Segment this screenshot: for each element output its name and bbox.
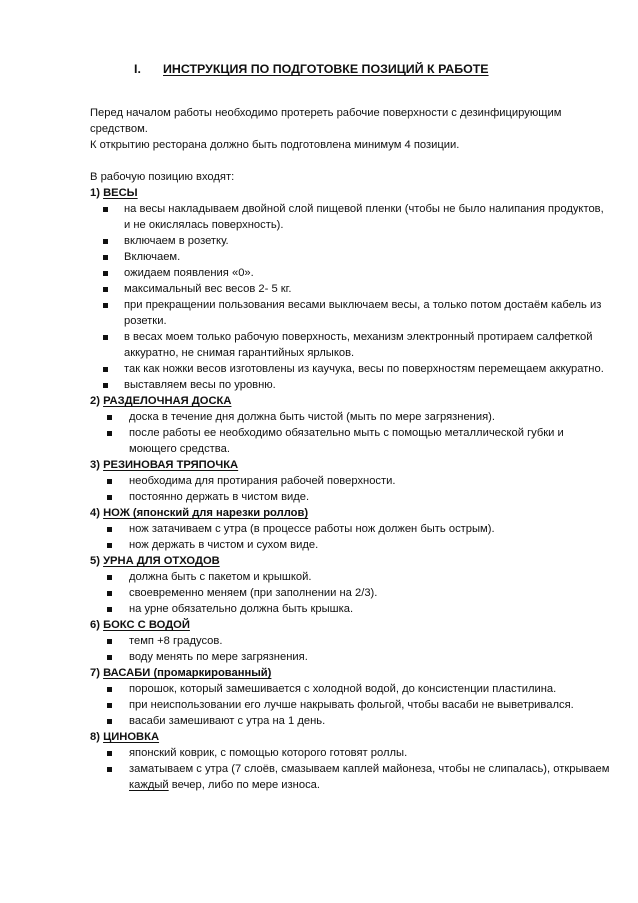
section-list-rubber-cloth: [90, 473, 610, 505]
square-bullet-icon: [107, 543, 112, 548]
section-heading-waste-bin: [90, 553, 610, 569]
square-bullet-icon: [107, 415, 112, 420]
title-number: I.: [134, 62, 141, 76]
section-number: 5): [90, 555, 100, 567]
square-bullet-icon: [107, 719, 112, 724]
section-title: РАЗДЕЛОЧНАЯ ДОСКА: [103, 395, 232, 407]
square-bullet-icon: [107, 479, 112, 484]
list-item: в весах моем только рабочую поверхность, механизм электронный протираем салфеткой аккуратно, не снимая гарантийных ярлыков.: [90, 329, 610, 361]
list-item: Включаем.: [90, 249, 610, 265]
section-list-wasabi: [90, 681, 610, 729]
section-heading-wasabi: [90, 665, 610, 681]
list-item: ожидаем появления «0».: [90, 265, 610, 281]
intro-paragraph: Перед началом работы необходимо протереть рабочие поверхности с дезинфицирующим средством.: [90, 107, 562, 135]
list-item: на весы накладываем двойной слой пищевой пленки (чтобы не было налипания продуктов, и не окислялась поверхность).: [90, 201, 610, 233]
square-bullet-icon: [107, 639, 112, 644]
document-body: [90, 105, 610, 793]
square-bullet-icon: [103, 271, 108, 276]
list-item: порошок, который замешивается с холодной водой, до консистенции пластилина.: [90, 681, 610, 697]
section-heading-cutting-board: [90, 393, 610, 409]
list-item: включаем в розетку.: [90, 233, 610, 249]
square-bullet-icon: [107, 703, 112, 708]
square-bullet-icon: [107, 767, 112, 772]
section-number: 1): [90, 187, 100, 199]
section-title: ЦИНОВКА: [103, 731, 160, 743]
list-item: максимальный вес весов 2- 5 кг.: [90, 281, 610, 297]
square-bullet-icon: [107, 607, 112, 612]
list-item: своевременно меняем (при заполнении на 2/3).: [90, 585, 610, 601]
section-number: 7): [90, 667, 100, 679]
square-bullet-icon: [107, 655, 112, 660]
square-bullet-icon: [103, 383, 108, 388]
list-item: нож держать в чистом и сухом виде.: [90, 537, 610, 553]
list-item: при неиспользовании его лучше накрывать фольгой, чтобы васаби не выветривался.: [90, 697, 610, 713]
section-number: 2): [90, 395, 100, 407]
square-bullet-icon: [107, 687, 112, 692]
list-item: заматываем с утра (7 слоёв, смазываем каплей майонеза, чтобы не слипалась), открываем каждый вечер, либо по мере износа.: [90, 761, 610, 793]
list-item: воду менять по мере загрязнения.: [90, 649, 610, 665]
section-heading-water-box: [90, 617, 610, 633]
section-title: БОКС С ВОДОЙ: [103, 619, 190, 631]
intro-paragraph: К открытию ресторана должно быть подготовлена минимум 4 позиции.: [90, 139, 460, 151]
square-bullet-icon: [103, 239, 108, 244]
section-list-knife: [90, 521, 610, 553]
list-item: васаби замешивают с утра на 1 день.: [90, 713, 610, 729]
section-title: РЕЗИНОВАЯ ТРЯПОЧКА: [103, 459, 239, 471]
square-bullet-icon: [103, 303, 108, 308]
square-bullet-icon: [107, 527, 112, 532]
section-heading-rubber-cloth: [90, 457, 610, 473]
square-bullet-icon: [107, 591, 112, 596]
list-item: нож затачиваем с утра (в процессе работы нож должен быть острым).: [90, 521, 610, 537]
square-bullet-icon: [107, 431, 112, 436]
paragraph-spacer: [90, 153, 610, 169]
square-bullet-icon: [107, 575, 112, 580]
section-heading-knife: [90, 505, 610, 521]
section-title: УРНА ДЛЯ ОТХОДОВ: [103, 555, 220, 567]
section-number: 4): [90, 507, 100, 519]
list-item: после работы ее необходимо обязательно мыть с помощью металлической губки и моющего средства.: [90, 425, 610, 457]
section-number: 6): [90, 619, 100, 631]
section-list-water-box: [90, 633, 610, 665]
section-heading-scales: [90, 185, 610, 201]
list-item: постоянно держать в чистом виде.: [90, 489, 610, 505]
square-bullet-icon: [107, 495, 112, 500]
list-item: при прекращении пользования весами выключаем весы, а только потом достаём кабель из розетки.: [90, 297, 610, 329]
list-item: темп +8 градусов.: [90, 633, 610, 649]
square-bullet-icon: [107, 751, 112, 756]
section-number: 3): [90, 459, 100, 471]
list-item: японский коврик, с помощью которого готовят роллы.: [90, 745, 610, 761]
square-bullet-icon: [103, 335, 108, 340]
section-list-waste-bin: [90, 569, 610, 617]
section-title: НОЖ (японский для нарезки роллов): [103, 507, 309, 519]
section-title: ВАСАБИ (промаркированный): [103, 667, 272, 679]
section-list-mat: [90, 745, 610, 793]
position-lead: В рабочую позицию входят:: [90, 171, 235, 183]
square-bullet-icon: [103, 255, 108, 260]
list-item: так как ножки весов изготовлены из каучука, весы по поверхностям перемещаем аккуратно.: [90, 361, 610, 377]
section-title: ВЕСЫ: [103, 187, 138, 199]
square-bullet-icon: [103, 287, 108, 292]
square-bullet-icon: [103, 367, 108, 372]
list-item: выставляем весы по уровню.: [90, 377, 610, 393]
section-list-scales: [90, 201, 610, 393]
underlined-word: каждый: [129, 779, 169, 791]
section-heading-mat: [90, 729, 610, 745]
section-number: 8): [90, 731, 100, 743]
list-item: доска в течение дня должна быть чистой (мыть по мере загрязнения).: [90, 409, 610, 425]
list-item: на урне обязательно должна быть крышка.: [90, 601, 610, 617]
title-text: ИНСТРУКЦИЯ ПО ПОДГОТОВКЕ ПОЗИЦИЙ К РАБОТЕ: [163, 62, 489, 76]
list-item: необходима для протирания рабочей поверхности.: [90, 473, 610, 489]
square-bullet-icon: [103, 207, 108, 212]
list-item: должна быть с пакетом и крышкой.: [90, 569, 610, 585]
section-list-cutting-board: [90, 409, 610, 457]
